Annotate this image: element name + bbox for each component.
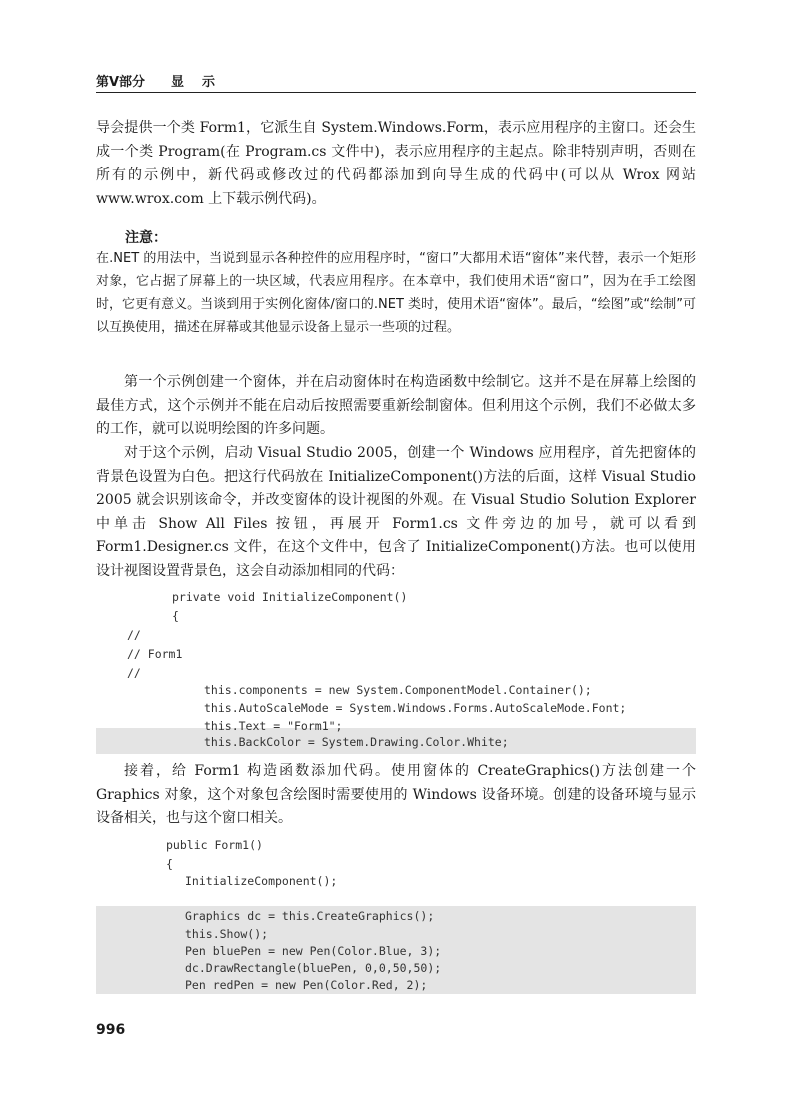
code-line: dc.DrawRectangle(bluePen, 0,0,50,50);: [185, 961, 442, 975]
running-header: [96, 68, 696, 93]
code-line: Pen bluePen = new Pen(Color.Blue, 3);: [185, 944, 442, 958]
part-label: 第Ⅴ部分: [96, 75, 146, 90]
part-title-char-1: 显: [171, 75, 185, 90]
code-line: Pen redPen = new Pen(Color.Red, 2);: [185, 978, 428, 992]
note-title: 注意：: [125, 230, 167, 246]
code-line: //: [127, 628, 141, 642]
code-line: this.AutoScaleMode = System.Windows.Forms.AutoScaleMode.Font;: [204, 701, 627, 715]
code-line: private void InitializeComponent(): [172, 590, 408, 604]
code-line: {: [166, 857, 173, 871]
note-body: 在.NET 的用法中，当说到显示各种控件的应用程序时，“窗口”大都用术语“窗体”来代替，表示一个矩形对象，它占据了屏幕上的一块区域，代表应用程序。在本章中，我们使用术语“窗口”，因为在手工绘图时，它更有意义。当谈到用于实例化窗体/窗口的.NET 类时，使用术语“窗体”。最后，“绘图”或“绘制”可以互换使用，描述在屏幕或其他显示设备上显示一些项的过程。: [96, 251, 696, 335]
code-line: this.BackColor = System.Drawing.Color.White;: [204, 735, 509, 749]
part-title-char-2: 示: [202, 75, 216, 90]
code-line: this.components = new System.ComponentModel.Container();: [204, 683, 592, 697]
code-line: //: [127, 666, 141, 680]
paragraph-setup: 对于这个示例，启动 Visual Studio 2005，创建一个 Windows 应用程序，首先把窗体的背景色设置为白色。把这行代码放在 InitializeComponent()方法的后面，这样 Visual Studio 2005 就会识别该命令，并改变窗体的设计视图的外观。在 Visual Studio Solution Explorer 中单击 Show All Files 按钮，再展开 Form1.cs 文件旁边的加号，就可以看到 Form1.Designer.cs 文件，在这个文件中，包含了 InitializeComponent()方法。也可以使用设计视图设置背景色，这会自动添加相同的代码：: [96, 445, 696, 579]
code-line: {: [172, 609, 179, 623]
paragraph-first-example: 第一个示例创建一个窗体，并在启动窗体时在构造函数中绘制它。这并不是在屏幕上绘图的最佳方式，这个示例并不能在启动后按照需要重新绘制窗体。但利用这个示例，我们不必做太多的工作，就可以说明绘图的许多问题。: [96, 374, 696, 437]
code-line: // Form1: [127, 647, 183, 661]
code-line: this.Text = "Form1";: [204, 719, 343, 733]
paragraph-intro: 导会提供一个类 Form1，它派生自 System.Windows.Form，表示应用程序的主窗口。还会生成一个类 Program(在 Program.cs 文件中)，表示应用程序的主起点。除非特别声明，否则在所有的示例中，新代码或修改过的代码都添加到向导生成的代码中(可以从 Wrox 网站 www.wrox.com 上下载示例代码)。: [96, 120, 696, 207]
code-line: Graphics dc = this.CreateGraphics();: [185, 909, 435, 923]
code-line: this.Show();: [185, 927, 269, 941]
code-block-initialize: [96, 588, 696, 758]
code-line: InitializeComponent();: [185, 874, 338, 888]
paragraph-constructor: 接着，给 Form1 构造函数添加代码。使用窗体的 CreateGraphics()方法创建一个 Graphics 对象，这个对象包含绘图时需要使用的 Windows 设备环境。创建的设备环境与显示设备相关，也与这个窗口相关。: [96, 763, 696, 826]
page-number: 996: [96, 1022, 126, 1038]
code-block-constructor: [96, 836, 696, 996]
code-line: public Form1(): [166, 838, 263, 852]
